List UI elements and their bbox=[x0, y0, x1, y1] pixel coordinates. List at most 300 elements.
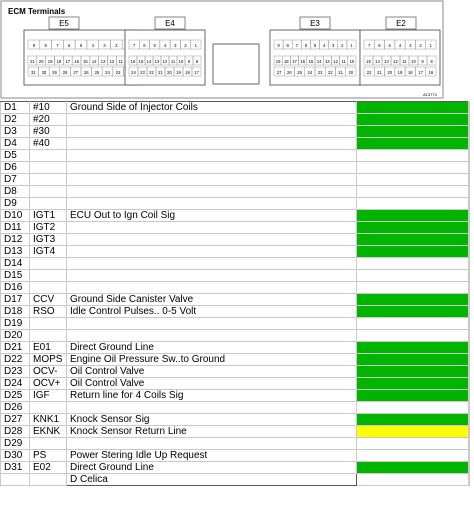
table-row bbox=[1, 354, 470, 366]
table-row bbox=[1, 282, 470, 294]
pin-number: 16 bbox=[130, 59, 136, 64]
status-cell bbox=[357, 258, 469, 270]
status-cell bbox=[357, 342, 469, 354]
pin-cell: D26 bbox=[1, 402, 30, 414]
pin-cell: D18 bbox=[1, 306, 30, 318]
status-cell bbox=[357, 102, 469, 114]
connector-label: E2 bbox=[396, 19, 406, 28]
pin-number: 12 bbox=[162, 59, 168, 64]
spare-cell bbox=[469, 186, 470, 198]
status-cell bbox=[357, 354, 469, 366]
pin-number: 19 bbox=[47, 59, 53, 64]
pin-number: 11 bbox=[341, 59, 346, 64]
status-cell bbox=[357, 318, 469, 330]
code-cell bbox=[30, 174, 67, 186]
status-cell bbox=[357, 162, 469, 174]
status-cell bbox=[357, 234, 469, 246]
pin-number: 9 bbox=[187, 59, 191, 64]
pin-number: 21 bbox=[338, 70, 343, 75]
status-cell bbox=[357, 282, 469, 294]
pin-number: 11 bbox=[170, 59, 176, 64]
spare-cell bbox=[469, 330, 470, 342]
table-row bbox=[1, 162, 470, 174]
pin-number: 24 bbox=[105, 70, 110, 75]
pin-number: 9 bbox=[32, 43, 36, 48]
status-cell bbox=[357, 246, 469, 258]
status-cell bbox=[357, 138, 469, 150]
pin-number: 19 bbox=[176, 70, 181, 75]
code-cell bbox=[30, 474, 67, 486]
pin-number: 12 bbox=[109, 59, 115, 64]
table-row bbox=[1, 426, 470, 438]
pin-cell: D19 bbox=[1, 318, 30, 330]
pin-number: 13 bbox=[324, 59, 330, 64]
pin-cell: D2 bbox=[1, 114, 30, 126]
pin-cell: D27 bbox=[1, 414, 30, 426]
status-cell bbox=[357, 222, 469, 234]
pin-number: 4 bbox=[91, 43, 94, 48]
spare-cell bbox=[469, 114, 470, 126]
pin-number: 4 bbox=[398, 43, 402, 48]
pin-number: 20 bbox=[387, 70, 393, 75]
desc-cell bbox=[67, 114, 357, 126]
pin-cell: D16 bbox=[1, 282, 30, 294]
pin-number: 19 bbox=[275, 59, 281, 64]
status-cell bbox=[357, 378, 469, 390]
diagram-figure-id: A13774 bbox=[423, 92, 437, 97]
desc-cell: Return line for 4 Coils Sig bbox=[67, 390, 357, 402]
desc-cell: D Celica bbox=[67, 474, 357, 486]
pin-number: 21 bbox=[158, 70, 163, 75]
pin-cell bbox=[1, 474, 30, 486]
status-cell bbox=[357, 210, 469, 222]
table-row bbox=[1, 198, 470, 210]
pin-number: 1 bbox=[429, 43, 433, 48]
table-row bbox=[1, 450, 470, 462]
status-cell bbox=[357, 390, 469, 402]
code-cell bbox=[30, 318, 67, 330]
pin-number: 20 bbox=[38, 59, 44, 64]
spare-cell bbox=[469, 414, 470, 426]
pin-number: 5 bbox=[313, 43, 317, 48]
pin-cell: D10 bbox=[1, 210, 30, 222]
pin-cell: D15 bbox=[1, 270, 30, 282]
pin-number: 11 bbox=[402, 59, 407, 64]
status-cell bbox=[357, 414, 469, 426]
status-cell bbox=[357, 474, 469, 486]
desc-cell: Ground Side Canister Valve bbox=[67, 294, 357, 306]
pin-number: 22 bbox=[366, 70, 372, 75]
pin-number: 17 bbox=[292, 59, 297, 64]
code-cell: #20 bbox=[30, 114, 67, 126]
pin-number: 22 bbox=[328, 70, 333, 75]
code-cell: IGT4 bbox=[30, 246, 67, 258]
pin-number: 2 bbox=[184, 43, 187, 48]
pin-number: 23 bbox=[317, 70, 323, 75]
spare-cell bbox=[469, 318, 470, 330]
pin-number: 10 bbox=[349, 59, 355, 64]
pin-number: 26 bbox=[287, 70, 292, 75]
code-cell: CCV bbox=[30, 294, 67, 306]
pin-number: 11 bbox=[118, 59, 123, 64]
ecm-terminal-diagram bbox=[0, 0, 474, 100]
pin-number: 3 bbox=[174, 43, 177, 48]
pin-number: 23 bbox=[140, 70, 145, 75]
status-cell bbox=[357, 462, 469, 474]
pin-number: 14 bbox=[91, 59, 97, 64]
pin-number: 27 bbox=[276, 70, 282, 75]
desc-cell bbox=[67, 318, 357, 330]
code-cell bbox=[30, 198, 67, 210]
pin-number: 3 bbox=[332, 43, 335, 48]
connector-label: E5 bbox=[59, 19, 69, 28]
pin-number: 16 bbox=[74, 59, 79, 64]
spare-cell bbox=[469, 462, 470, 474]
table-row bbox=[1, 342, 470, 354]
pin-number: 7 bbox=[132, 43, 136, 48]
desc-cell: Power Stering Idle Up Request bbox=[67, 450, 357, 462]
code-cell: EKNK bbox=[30, 426, 67, 438]
status-cell bbox=[357, 330, 469, 342]
desc-cell bbox=[67, 222, 357, 234]
code-cell: OCV+ bbox=[30, 378, 67, 390]
code-cell bbox=[30, 438, 67, 450]
spare-cell bbox=[469, 282, 470, 294]
pin-number: 5 bbox=[79, 43, 83, 48]
spare-cell bbox=[469, 306, 470, 318]
code-cell bbox=[30, 330, 67, 342]
pin-number: 18 bbox=[185, 70, 190, 75]
desc-cell bbox=[67, 234, 357, 246]
code-cell bbox=[30, 186, 67, 198]
pin-number: 17 bbox=[65, 59, 71, 64]
pin-number: 2 bbox=[341, 43, 344, 48]
table-row bbox=[1, 390, 470, 402]
code-cell: KNK1 bbox=[30, 414, 67, 426]
desc-cell bbox=[67, 402, 357, 414]
pin-number: 7 bbox=[367, 43, 371, 48]
desc-cell bbox=[67, 198, 357, 210]
code-cell bbox=[30, 402, 67, 414]
pin-number: 16 bbox=[428, 70, 434, 75]
pin-number: 18 bbox=[407, 70, 413, 75]
spare-cell bbox=[469, 234, 470, 246]
pin-number: 13 bbox=[384, 59, 389, 64]
pin-number: 9 bbox=[421, 59, 424, 64]
pin-number: 25 bbox=[297, 70, 302, 75]
spare-cell bbox=[469, 102, 470, 114]
spare-cell bbox=[469, 150, 470, 162]
desc-cell bbox=[67, 330, 357, 342]
desc-cell: Knock Sensor Sig bbox=[67, 414, 357, 426]
pin-number: 8 bbox=[195, 59, 199, 64]
desc-cell: Knock Sensor Return Line bbox=[67, 426, 357, 438]
pin-number: 8 bbox=[44, 43, 47, 48]
pin-number: 29 bbox=[52, 70, 57, 75]
pin-number: 8 bbox=[286, 43, 289, 48]
status-cell bbox=[357, 426, 469, 438]
code-cell: E01 bbox=[30, 342, 67, 354]
desc-cell bbox=[67, 126, 357, 138]
pin-number: 8 bbox=[430, 59, 433, 64]
code-cell: #30 bbox=[30, 126, 67, 138]
status-cell bbox=[357, 114, 469, 126]
pin-cell: D11 bbox=[1, 222, 30, 234]
code-cell: PS bbox=[30, 450, 67, 462]
pin-cell: D9 bbox=[1, 198, 30, 210]
spare-cell bbox=[469, 426, 470, 438]
table-row bbox=[1, 150, 470, 162]
desc-cell bbox=[67, 186, 357, 198]
spare-cell bbox=[469, 258, 470, 270]
pin-number: 6 bbox=[143, 43, 146, 48]
code-cell: E02 bbox=[30, 462, 67, 474]
pin-number: 14 bbox=[146, 59, 152, 64]
table-row bbox=[1, 318, 470, 330]
table-row bbox=[1, 414, 470, 426]
pin-cell: D13 bbox=[1, 246, 30, 258]
pin-number: 10 bbox=[178, 59, 184, 64]
pin-number: 6 bbox=[68, 43, 71, 48]
desc-cell: Direct Ground Line bbox=[67, 462, 357, 474]
code-cell bbox=[30, 162, 67, 174]
terminal-table bbox=[0, 101, 470, 486]
pin-cell: D8 bbox=[1, 186, 30, 198]
spare-cell bbox=[469, 474, 470, 486]
pin-number: 15 bbox=[138, 59, 144, 64]
spare-cell bbox=[469, 198, 470, 210]
pin-number: 26 bbox=[83, 70, 89, 75]
desc-cell bbox=[67, 162, 357, 174]
code-cell bbox=[30, 150, 67, 162]
pin-number: 31 bbox=[30, 70, 36, 75]
code-cell: IGF bbox=[30, 390, 67, 402]
pin-number: 4 bbox=[322, 43, 326, 48]
pin-number: 23 bbox=[115, 70, 121, 75]
pin-number: 1 bbox=[194, 43, 198, 48]
table-row bbox=[1, 366, 470, 378]
code-cell bbox=[30, 282, 67, 294]
pin-number: 27 bbox=[73, 70, 79, 75]
code-cell: IGT2 bbox=[30, 222, 67, 234]
status-cell bbox=[357, 150, 469, 162]
status-cell bbox=[357, 186, 469, 198]
code-cell: IGT3 bbox=[30, 234, 67, 246]
status-cell bbox=[357, 174, 469, 186]
spare-cell bbox=[469, 450, 470, 462]
status-cell bbox=[357, 270, 469, 282]
pin-number: 13 bbox=[154, 59, 160, 64]
spare-cell bbox=[469, 294, 470, 306]
spare-cell bbox=[469, 390, 470, 402]
spare-cell bbox=[469, 162, 470, 174]
desc-cell bbox=[67, 282, 357, 294]
pin-cell: D20 bbox=[1, 330, 30, 342]
pin-number: 18 bbox=[56, 59, 62, 64]
status-cell bbox=[357, 450, 469, 462]
desc-cell bbox=[67, 246, 357, 258]
status-cell bbox=[357, 366, 469, 378]
pin-number: 30 bbox=[41, 70, 47, 75]
desc-cell: Oil Control Valve bbox=[67, 366, 357, 378]
pin-number: 14 bbox=[316, 59, 322, 64]
code-cell: #10 bbox=[30, 102, 67, 114]
code-cell: MOPS bbox=[30, 354, 67, 366]
pin-number: 3 bbox=[409, 43, 412, 48]
spare-cell bbox=[469, 126, 470, 138]
spare-cell bbox=[469, 174, 470, 186]
pin-number: 21 bbox=[30, 59, 35, 64]
connector-label: E3 bbox=[310, 19, 320, 28]
pin-number: 15 bbox=[83, 59, 88, 64]
desc-cell bbox=[67, 270, 357, 282]
table-row bbox=[1, 378, 470, 390]
table-row bbox=[1, 462, 470, 474]
code-cell: #40 bbox=[30, 138, 67, 150]
pin-cell: D25 bbox=[1, 390, 30, 402]
status-cell bbox=[357, 294, 469, 306]
desc-cell: Direct Ground Line bbox=[67, 342, 357, 354]
desc-cell bbox=[67, 150, 357, 162]
pin-number: 13 bbox=[100, 59, 106, 64]
pin-cell: D6 bbox=[1, 162, 30, 174]
pin-cell: D23 bbox=[1, 366, 30, 378]
pin-number: 28 bbox=[62, 70, 68, 75]
table-row bbox=[1, 174, 470, 186]
pin-number: 15 bbox=[308, 59, 314, 64]
code-cell: RSO bbox=[30, 306, 67, 318]
spare-cell bbox=[469, 246, 470, 258]
table-row bbox=[1, 474, 470, 486]
pin-number: 2 bbox=[115, 43, 118, 48]
table-row bbox=[1, 258, 470, 270]
pin-cell: D29 bbox=[1, 438, 30, 450]
desc-cell: Ground Side of Injector Coils bbox=[67, 102, 357, 114]
spare-cell bbox=[469, 342, 470, 354]
code-cell: OCV- bbox=[30, 366, 67, 378]
pin-number: 21 bbox=[377, 70, 382, 75]
pin-cell: D21 bbox=[1, 342, 30, 354]
table-row bbox=[1, 438, 470, 450]
pin-number: 2 bbox=[419, 43, 422, 48]
desc-cell: Oil Control Valve bbox=[67, 378, 357, 390]
spare-cell bbox=[469, 354, 470, 366]
pin-number: 5 bbox=[388, 43, 391, 48]
pin-number: 24 bbox=[307, 70, 313, 75]
diagram-title: ECM Terminals bbox=[8, 7, 66, 16]
status-cell bbox=[357, 306, 469, 318]
pin-number: 7 bbox=[56, 43, 59, 48]
pin-cell: D12 bbox=[1, 234, 30, 246]
pin-number: 14 bbox=[375, 59, 380, 64]
table-row bbox=[1, 270, 470, 282]
table-row bbox=[1, 330, 470, 342]
spare-cell bbox=[469, 438, 470, 450]
pin-number: 12 bbox=[393, 59, 398, 64]
pin-number: 3 bbox=[103, 43, 106, 48]
pin-cell: D14 bbox=[1, 258, 30, 270]
pin-number: 22 bbox=[149, 70, 154, 75]
pin-cell: D31 bbox=[1, 462, 30, 474]
table-row bbox=[1, 210, 470, 222]
spare-cell bbox=[469, 222, 470, 234]
pin-cell: D1 bbox=[1, 102, 30, 114]
pin-number: 25 bbox=[94, 70, 100, 75]
pin-cell: D24 bbox=[1, 378, 30, 390]
pin-number: 4 bbox=[163, 43, 167, 48]
desc-cell bbox=[67, 258, 357, 270]
pin-number: 6 bbox=[378, 43, 381, 48]
desc-cell bbox=[67, 138, 357, 150]
pin-number: 9 bbox=[277, 43, 280, 48]
pin-number: 15 bbox=[366, 59, 371, 64]
status-cell bbox=[357, 126, 469, 138]
pin-number: 20 bbox=[348, 70, 354, 75]
desc-cell: Idle Control Pulses.. 0-5 Volt bbox=[67, 306, 357, 318]
pin-number: 18 bbox=[283, 59, 289, 64]
table-row bbox=[1, 234, 470, 246]
table-row bbox=[1, 102, 470, 114]
code-cell bbox=[30, 270, 67, 282]
pin-cell: D5 bbox=[1, 150, 30, 162]
pin-cell: D17 bbox=[1, 294, 30, 306]
table-row bbox=[1, 294, 470, 306]
status-cell bbox=[357, 438, 469, 450]
pin-cell: D28 bbox=[1, 426, 30, 438]
table-row bbox=[1, 402, 470, 414]
code-cell bbox=[30, 258, 67, 270]
table-row bbox=[1, 246, 470, 258]
status-cell bbox=[357, 402, 469, 414]
code-cell: IGT1 bbox=[30, 210, 67, 222]
pin-number: 19 bbox=[397, 70, 403, 75]
pin-number: 5 bbox=[153, 43, 156, 48]
desc-cell bbox=[67, 174, 357, 186]
pin-cell: D7 bbox=[1, 174, 30, 186]
pin-number: 20 bbox=[167, 70, 172, 75]
pin-number: 10 bbox=[411, 59, 416, 64]
pin-number: 17 bbox=[418, 70, 423, 75]
table-row bbox=[1, 126, 470, 138]
desc-cell: Engine Oil Pressure Sw..to Ground bbox=[67, 354, 357, 366]
spare-cell bbox=[469, 366, 470, 378]
desc-cell bbox=[67, 438, 357, 450]
desc-cell: ECU Out to Ign Coil Sig bbox=[67, 210, 357, 222]
table-row bbox=[1, 222, 470, 234]
pin-cell: D4 bbox=[1, 138, 30, 150]
status-cell bbox=[357, 198, 469, 210]
spare-cell bbox=[469, 402, 470, 414]
table-row bbox=[1, 186, 470, 198]
spare-cell bbox=[469, 138, 470, 150]
table-row bbox=[1, 306, 470, 318]
pin-number: 17 bbox=[194, 70, 199, 75]
table-row bbox=[1, 114, 470, 126]
connector-label: E4 bbox=[165, 19, 175, 28]
pin-number: 24 bbox=[131, 70, 136, 75]
pin-cell: D30 bbox=[1, 450, 30, 462]
pin-number: 1 bbox=[350, 43, 353, 48]
pin-cell: D22 bbox=[1, 354, 30, 366]
spare-cell bbox=[469, 210, 470, 222]
blank-connector bbox=[213, 44, 259, 84]
pin-number: 7 bbox=[295, 43, 298, 48]
pin-number: 6 bbox=[304, 43, 308, 48]
pin-cell: D3 bbox=[1, 126, 30, 138]
table-row bbox=[1, 138, 470, 150]
spare-cell bbox=[469, 378, 470, 390]
pin-number: 12 bbox=[333, 59, 338, 64]
